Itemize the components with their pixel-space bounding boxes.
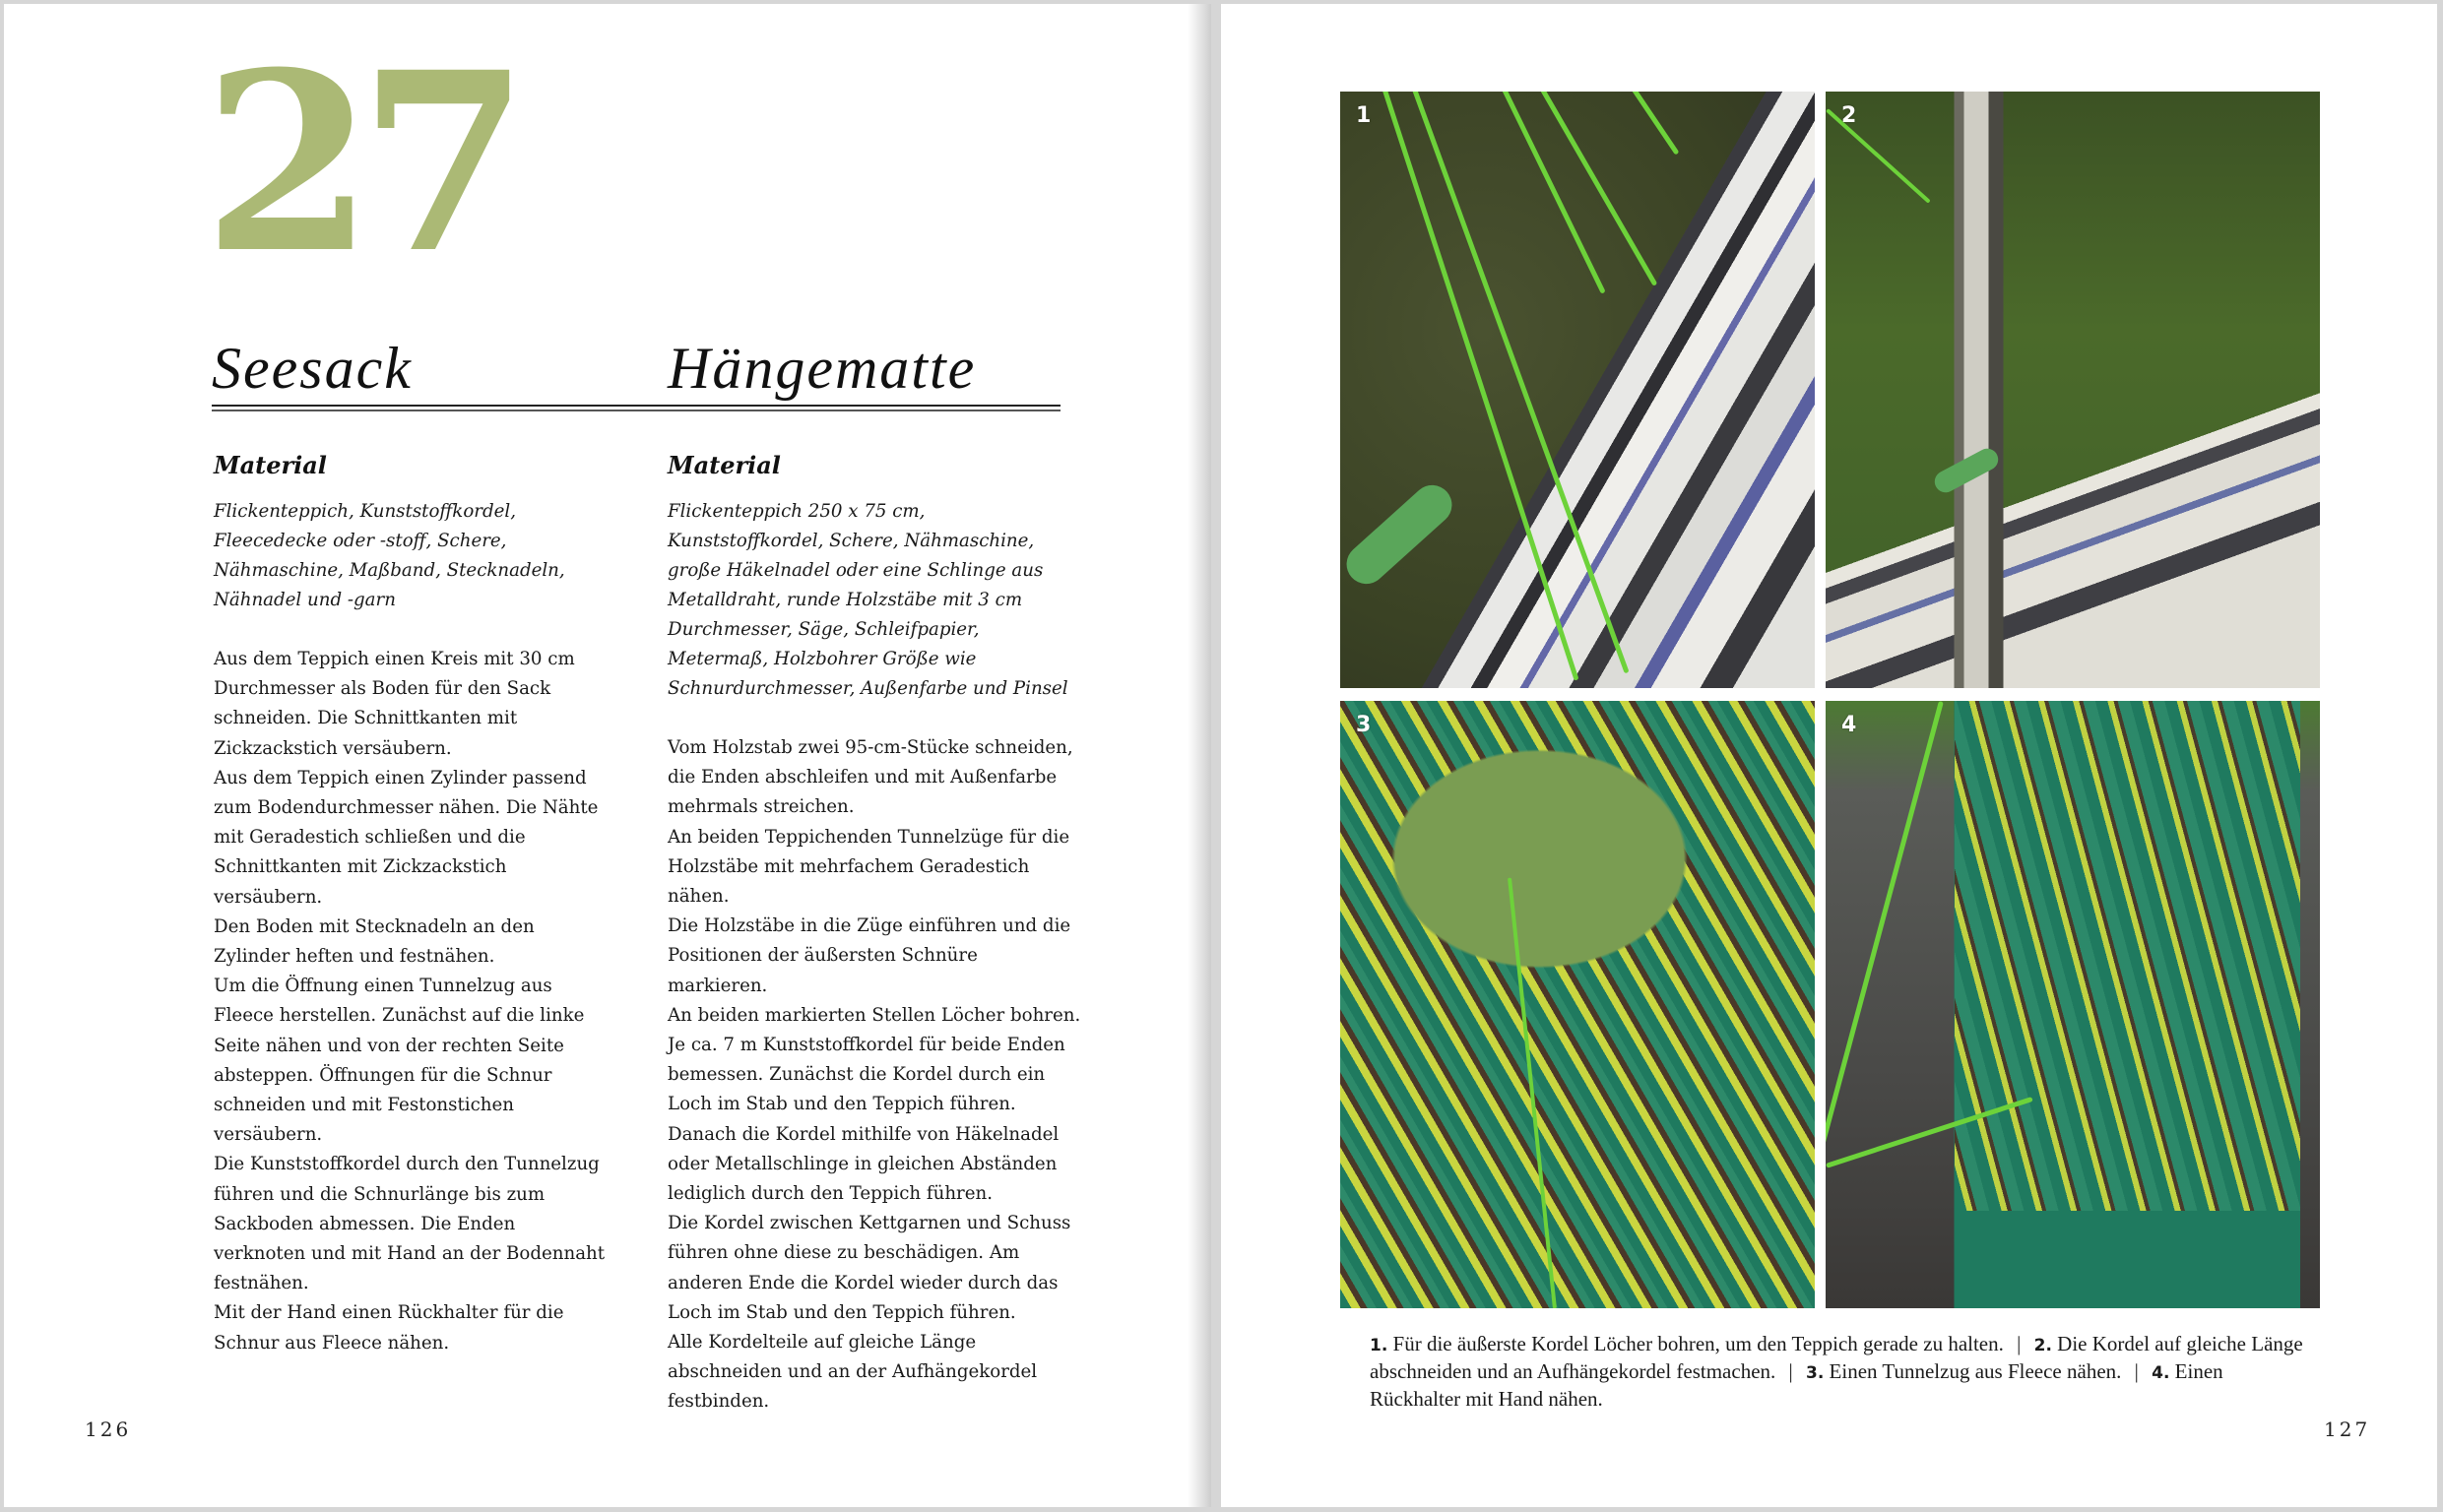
photo-duffel-bottom [1826, 701, 2320, 1308]
instructions [214, 645, 608, 1358]
instruction-step: Je ca. 7 m Kunststoffkordel für beide Enden bemessen. Zunächst die Kordel durch ein Loch im Stab und den Teppich führen. [668, 1035, 1065, 1115]
instruction-step: Die Holzstäbe in die Züge einführen und die Positionen der äußersten Schnüre markieren. [668, 915, 1071, 996]
instruction-step: Aus dem Teppich einen Kreis mit 30 cm Durchmesser als Boden für den Sack schneiden. Die Schnittkanten mit Zickzackstich versäubern. [214, 649, 575, 759]
caption-text: Einen Tunnelzug aus Fleece nähen. [1829, 1359, 2122, 1383]
spine-shadow [1188, 4, 1211, 1507]
cord-icon [1508, 878, 1557, 1308]
chapter-number: 27 [203, 18, 514, 307]
instruction-step: Vom Holzstab zwei 95-cm-Stücke schneiden, die Enden abschleifen und mit Außenfarbe mehrmals streichen. [668, 737, 1073, 818]
page-number-left: 126 [85, 1418, 132, 1441]
instruction-step: An beiden markierten Stellen Löcher bohren. [668, 1004, 1081, 1026]
project-column-seesack [214, 451, 608, 1358]
photo-duffel-top [1340, 701, 1815, 1308]
photo-label: 4 [1841, 713, 1857, 737]
project-title-haengematte: Hängematte [668, 336, 977, 401]
page-number-right: 127 [2324, 1418, 2371, 1441]
caption-separator: | [1788, 1359, 1793, 1383]
instruction-step: Mit der Hand einen Rückhalter für die Schnur aus Fleece nähen. [214, 1302, 564, 1354]
instruction-step: Danach die Kordel mithilfe von Häkelnadel oder Metallschlinge in gleichen Abständen lediglich durch den Teppich führen. [668, 1123, 1060, 1205]
caption-separator: | [2134, 1359, 2139, 1383]
instruction-step: Alle Kordelteile auf gleiche Länge abschneiden und an der Aufhängekordel festbinden. [668, 1332, 1038, 1413]
caption-separator: | [2017, 1332, 2022, 1355]
instruction-step: Den Boden mit Stecknadeln an den Zylinder heften und festnähen. [214, 915, 535, 968]
photo-label: 3 [1356, 713, 1372, 737]
caption-num: 1. [1370, 1336, 1388, 1355]
project-column-haengematte [668, 451, 1081, 1418]
materials-list: Flickenteppich 250 x 75 cm, Kunststoffkordel, Schere, Nähmaschine, große Häkelnadel oder eine Schlinge aus Metalldraht, runde Holzstäbe mit 3 cm Durchmesser, Säge, Schleifpapier, Metermaß, Holzbohrer Größe wie Schnurdurchmesser, Außenfarbe und Pinsel [668, 501, 1068, 699]
caption-text: Die Kordel auf gleiche Länge abschneiden und an Aufhängekordel festmachen. [1370, 1332, 2303, 1383]
material-heading: Material [214, 451, 327, 479]
wooden-rod-icon [1931, 445, 2002, 496]
photo-hammock-tree [1826, 92, 2320, 688]
spine-gutter [1211, 0, 1221, 1512]
project-title-seesack: Seesack [212, 336, 413, 401]
cord-icon [1626, 92, 1679, 156]
caption-num: 2. [2033, 1336, 2052, 1355]
caption-num: 3. [1806, 1363, 1825, 1383]
instructions [668, 733, 1081, 1418]
material-heading: Material [668, 451, 781, 479]
title-divider [212, 405, 1061, 411]
woven-texture [1955, 701, 2300, 1211]
photo-grid [1340, 92, 2320, 1308]
wooden-rod-icon [1340, 477, 1460, 593]
instruction-step: Die Kunststoffkordel durch den Tunnelzug führen und die Schnurlänge bis zum Sackboden abmessen. Die Enden verknoten und mit Hand an der Bodennaht festnähen. [214, 1154, 606, 1294]
photo-hammock-closeup [1340, 92, 1815, 688]
caption-num: 4. [2152, 1363, 2170, 1383]
instruction-step: Die Kordel zwischen Kettgarnen und Schuss führen ohne diese zu beschädigen. Am anderen Ende die Kordel wieder durch das Loch im Stab und den Teppich führen. [668, 1213, 1071, 1323]
instruction-step: Um die Öffnung einen Tunnelzug aus Fleece herstellen. Zunächst auf die linke Seite nähen und von der rechten Seite absteppen. Öffnungen für die Schnur schneiden und mit Festonstichen versäubern. [214, 976, 585, 1146]
caption-text: Für die äußerste Kordel Löcher bohren, um den Teppich gerade zu halten. [1392, 1332, 2004, 1355]
cord-icon [1826, 701, 1944, 1159]
instruction-step: An beiden Teppichenden Tunnelzüge für die Holzstäbe mit mehrfachem Geradestich nähen. [668, 826, 1070, 908]
photo-caption [1370, 1331, 2315, 1412]
materials-list: Flickenteppich, Kunststoffkordel, Fleecedecke oder -stoff, Schere, Nähmaschine, Maßband, Stecknadeln, Nähnadel und -garn [214, 501, 565, 610]
cord-icon [1498, 92, 1606, 294]
photo-label: 1 [1356, 103, 1372, 128]
instruction-step: Aus dem Teppich einen Zylinder passend zum Bodendurchmesser nähen. Die Nähte mit Geradestich schließen und die Schnittkanten mit Zickzackstich versäubern. [214, 767, 599, 908]
caption-text: Einen Rückhalter mit Hand nähen. [1370, 1359, 2223, 1411]
photo-label: 2 [1841, 103, 1857, 128]
